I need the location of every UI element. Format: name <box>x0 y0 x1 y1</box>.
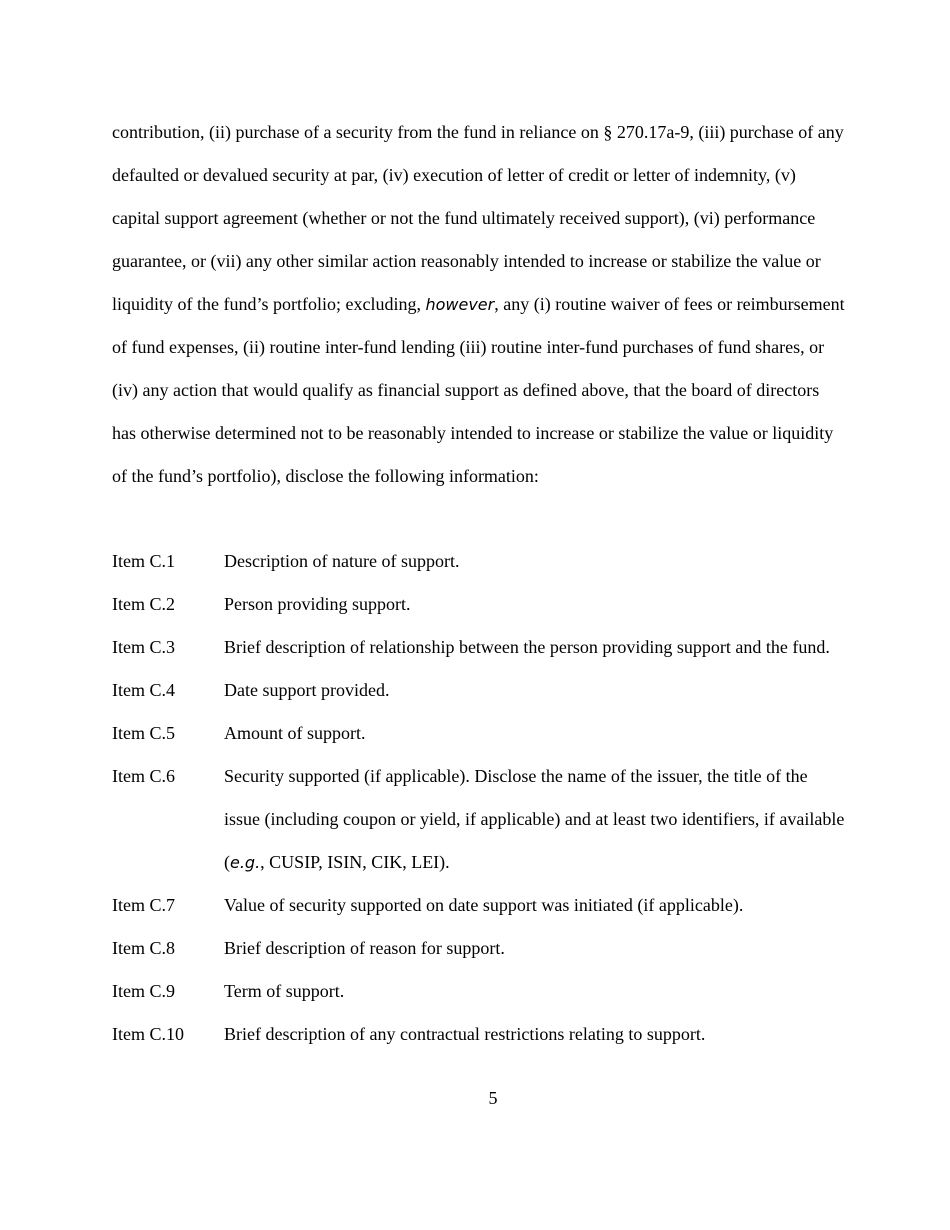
item-text: Description of nature of support. <box>224 551 460 571</box>
intro-paragraph <box>112 111 847 498</box>
list-item <box>112 540 847 583</box>
list-item <box>112 626 847 669</box>
item-label: Item C.9 <box>112 981 175 1001</box>
list-item <box>112 884 847 927</box>
list-item <box>112 970 847 1013</box>
list-item <box>112 1013 847 1056</box>
list-item <box>112 583 847 626</box>
item-label: Item C.3 <box>112 637 175 657</box>
paragraph-text-part1: contribution, (ii) purchase of a security from the fund in reliance on § 270.17a-9, (iii) purchase of any defaulted or devalued security at par, (iv) execution of letter of credit or letter of indemnity, (v) capital support agreement (whether or not the fund ultimately received support), (vi) performance guarantee, or (vii) any other similar action reasonably intended to increase or stabilize the value or liquidity of the fund’s portfolio; excluding, <box>112 122 844 314</box>
item-text-after: , CUSIP, ISIN, CIK, LEI). <box>260 852 450 872</box>
paragraph-emphasis: however <box>425 295 495 314</box>
item-text: Date support provided. <box>224 680 390 700</box>
item-list <box>112 540 847 1056</box>
paragraph-text-part2: , any (i) routine waiver of fees or reimbursement of fund expenses, (ii) routine inter-fund lending (iii) routine inter-fund purchases of fund shares, or (iv) any action that would qualify as financial support as defined above, that the board of directors has otherwise determined not to be reasonably intended to increase or stabilize the value or liquidity of the fund’s portfolio), disclose the following information: <box>112 294 845 486</box>
item-label: Item C.4 <box>112 680 175 700</box>
item-text: Brief description of any contractual restrictions relating to support. <box>224 1024 706 1044</box>
item-text: Person providing support. <box>224 594 411 614</box>
list-item <box>112 755 847 884</box>
item-text: Term of support. <box>224 981 345 1001</box>
item-text: Value of security supported on date support was initiated (if applicable). <box>224 895 744 915</box>
item-text: Brief description of relationship between the person providing support and the fund. <box>224 637 830 657</box>
item-text-before: Security supported (if applicable). Disclose the name of the issuer, the title of the issue (including coupon or yield, if applicable) and at least two identifiers, if available ( <box>224 766 845 872</box>
list-item <box>112 669 847 712</box>
item-label: Item C.6 <box>112 766 175 786</box>
item-text: Brief description of reason for support. <box>224 938 505 958</box>
list-item <box>112 712 847 755</box>
item-text-emphasis: e.g. <box>230 853 261 872</box>
item-label: Item C.1 <box>112 551 175 571</box>
item-text: Amount of support. <box>224 723 366 743</box>
item-label: Item C.7 <box>112 895 175 915</box>
item-text <box>224 755 847 884</box>
item-label: Item C.5 <box>112 723 175 743</box>
item-label: Item C.8 <box>112 938 175 958</box>
item-label: Item C.2 <box>112 594 175 614</box>
page-number: 5 <box>488 1088 498 1108</box>
item-label: Item C.10 <box>112 1024 184 1044</box>
list-item <box>112 927 847 970</box>
